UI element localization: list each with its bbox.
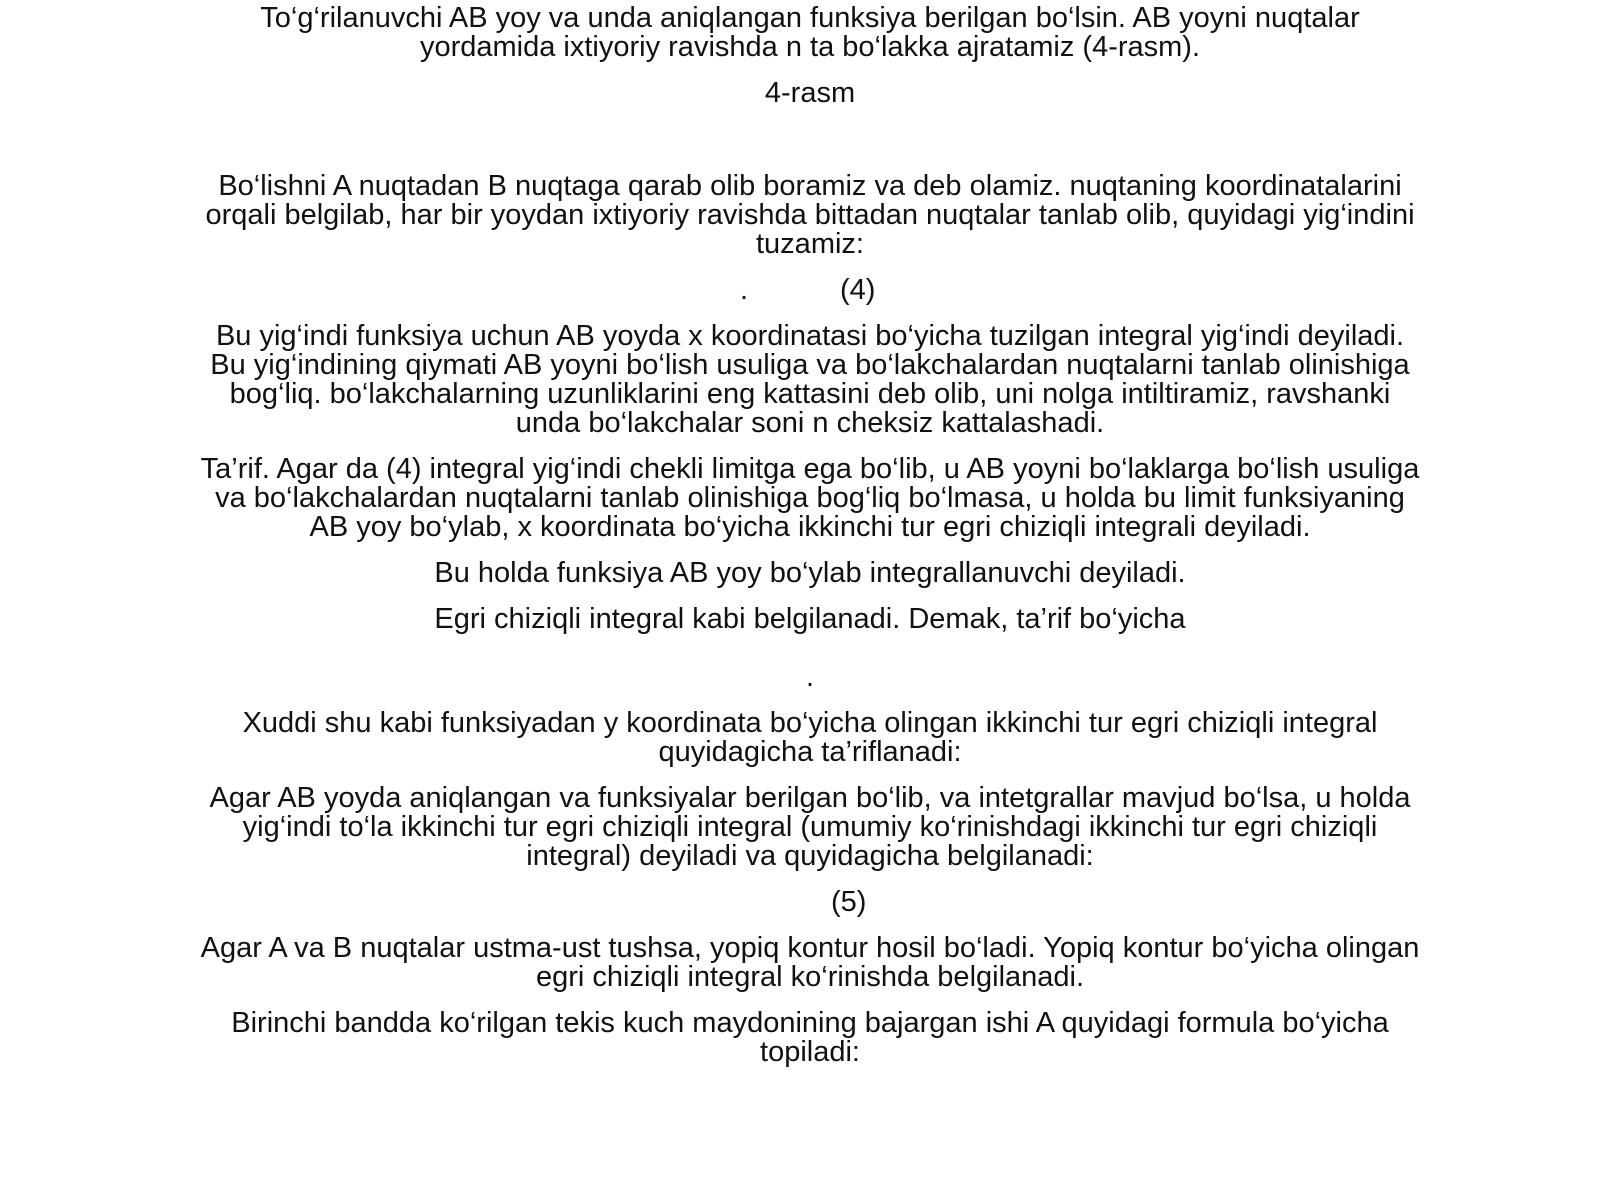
equation-4-dot: .	[740, 274, 749, 306]
document-page	[200, 4, 1420, 1084]
equation-5-line	[200, 888, 1420, 917]
paragraph-y-coordinate: Xuddi shu kabi funksiyadan y koordinata bo‘yicha olingan ikkinchi tur egri chiziqli integral quyidagicha ta’riflanadi:	[242, 707, 1378, 768]
paragraph-integrable: Bu holda funksiya AB yoy bo‘ylab integrallanuvchi deyiladi.	[434, 557, 1186, 589]
figure-caption: 4-rasm	[764, 77, 856, 109]
paragraph-work-formula: Birinchi bandda ko‘rilgan tekis kuch maydonining bajargan ishi A quyidagi formula bo‘yicha topiladi:	[231, 1007, 1389, 1068]
paragraph-integral-sum: Bu yig‘indi funksiya uchun AB yoyda x koordinatasi bo‘yicha tuzilgan integral yig‘indi deyiladi. Bu yig‘indining qiymati AB yoyni bo‘lish usuliga va bo‘lakchalardan nuqtalarni tanlab olinishiga bog‘liq. bo‘lakchalarning uzunliklarini eng kattasini deb olib, uni nolga intiltiramiz, ravshanki unda bo‘lakchalar soni n cheksiz kattalashadi.	[210, 320, 1410, 439]
equation-4-label: (4)	[840, 274, 876, 306]
figure-placeholder	[200, 125, 1420, 172]
paragraph-notation: Egri chiziqli integral kabi belgilanadi. Demak, ta’rif bo‘yicha	[434, 603, 1186, 635]
formula-dot-line: .	[805, 661, 815, 693]
paragraph-closed-contour: Agar A va B nuqtalar ustma-ust tushsa, yopiq kontur hosil bo‘ladi. Yopiq kontur bo‘yicha olingan egri chiziqli integral ko‘rinishda belgilanadi.	[200, 932, 1420, 993]
paragraph-definition: Ta’rif. Agar da (4) integral yig‘indi chekli limitga ega bo‘lib, u AB yoyni bo‘laklarga bo‘lish usuliga va bo‘lakchalardan nuqtalarni tanlab olinishiga bog‘liq bo‘lmasa, u holda bu limit funksiyaning AB yoy bo‘ylab, x koordinata bo‘yicha ikkinchi tur egri chiziqli integrali deyiladi.	[200, 453, 1420, 543]
equation-4-line	[200, 276, 1420, 305]
paragraph-partition: Bo‘lishni A nuqtadan B nuqtaga qarab olib boramiz va deb olamiz. nuqtaning koordinatalarini orqali belgilab, har bir yoydan ixtiyoriy ravishda bittadan nuqtalar tanlab olib, quyidagi yig‘indini tuzamiz:	[205, 170, 1415, 260]
paragraph-intro: To‘g‘rilanuvchi AB yoy va unda aniqlangan funksiya berilgan bo‘lsin. AB yoyni nuqtalar yordamida ixtiyoriy ravishda n ta bo‘lakka ajratamiz (4-rasm).	[260, 2, 1360, 63]
equation-5-label: (5)	[831, 886, 867, 918]
paragraph-full-integral: Agar AB yoyda aniqlangan va funksiyalar berilgan bo‘lib, va intetgrallar mavjud bo‘lsa, u holda yig‘indi to‘la ikkinchi tur egri chiziqli integral (umumiy ko‘rinishdagi ikkinchi tur egri chiziqli integral) deyiladi va quyidagicha belgilanadi:	[209, 782, 1411, 872]
